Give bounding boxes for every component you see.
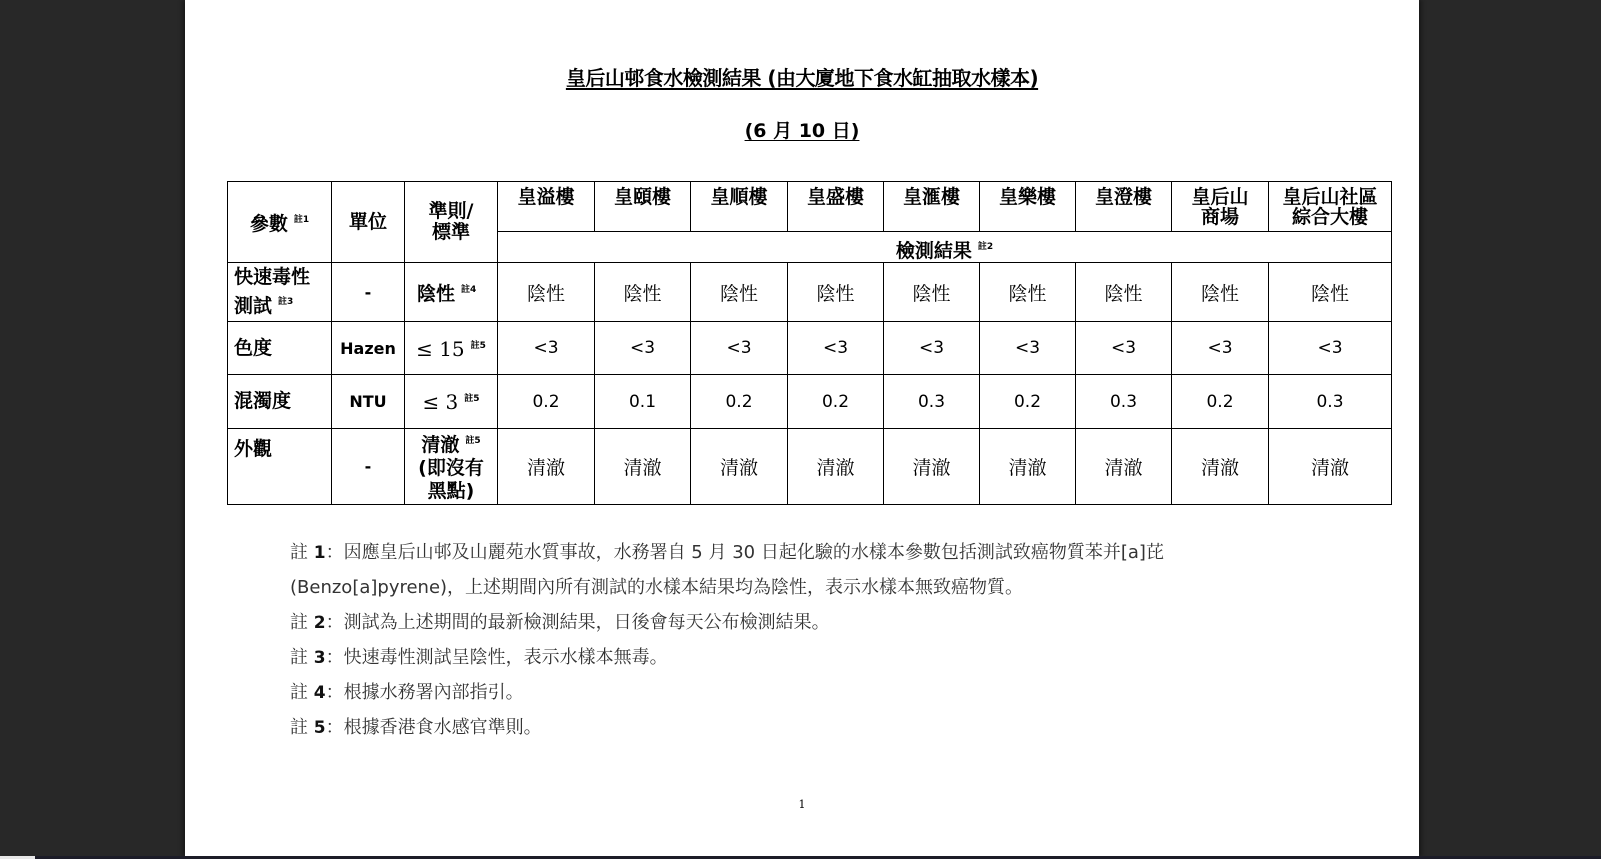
value-cell: 陰性: [884, 263, 980, 322]
footnote-1-continuation: (Benzo[a]pyrene)，上述期間內所有測試的水樣本結果均為陰性，表示水樣本無致癌物質。: [290, 577, 1024, 598]
header-test-results: 檢測結果 $^{註2}$: [498, 232, 1392, 263]
value-cell: <3: [1172, 322, 1269, 375]
page-number: 1: [798, 798, 806, 811]
value-cell: <3: [1269, 322, 1392, 375]
footnotes: [290, 535, 1310, 745]
table-row: [228, 322, 1392, 375]
footnote-2: 註 2：測試為上述期間的最新檢測結果，日後會每天公布檢測結果。: [290, 612, 830, 633]
value-cell: 清澈: [980, 429, 1076, 505]
parameter-cell: 外觀: [228, 429, 332, 505]
parameter-cell: 混濁度: [228, 375, 332, 429]
value-cell: <3: [595, 322, 691, 375]
footnote-1: 註 1：因應皇后山邨及山麗苑水質事故，水務署自 5 月 30 日起化驗的水樣本參數包括測試致癌物質苯并[a]芘: [290, 542, 1164, 563]
value-cell: 0.2: [691, 375, 788, 429]
standard-cell: ≤ 15 $^{註5}$: [405, 322, 498, 375]
value-cell: 0.3: [884, 375, 980, 429]
note-ref: 註2: [977, 241, 994, 252]
value-cell: 0.3: [1269, 375, 1392, 429]
value-cell: 0.2: [498, 375, 595, 429]
header-building: 皇樂樓: [980, 182, 1076, 232]
value-cell: <3: [884, 322, 980, 375]
value-cell: 0.2: [788, 375, 884, 429]
standard-cell: ≤ 3 $^{註5}$: [405, 375, 498, 429]
value-cell: 清澈: [1076, 429, 1172, 505]
water-test-results-table: [227, 181, 1392, 505]
value-cell: 清澈: [788, 429, 884, 505]
header-building: 皇頤樓: [595, 182, 691, 232]
value-cell: 陰性: [691, 263, 788, 322]
value-cell: 清澈: [691, 429, 788, 505]
value-cell: 陰性: [1269, 263, 1392, 322]
note-ref: 註1: [293, 214, 310, 225]
standard-cell: 清澈 $^{註5}$ (即沒有 黑點): [405, 429, 498, 505]
header-standard: 準則/ 標準: [405, 182, 498, 263]
value-cell: <3: [498, 322, 595, 375]
header-building: 皇滙樓: [884, 182, 980, 232]
footnote-3: 註 3：快速毒性測試呈陰性，表示水樣本無毒。: [290, 647, 668, 668]
value-cell: <3: [788, 322, 884, 375]
header-building: 皇后山社區 綜合大樓: [1269, 182, 1392, 232]
value-cell: <3: [691, 322, 788, 375]
value-cell: 0.3: [1076, 375, 1172, 429]
document-page: [185, 0, 1419, 856]
standard-cell: 陰性 $^{註4}$: [405, 263, 498, 322]
value-cell: 清澈: [1269, 429, 1392, 505]
value-cell: 陰性: [788, 263, 884, 322]
header-building: 皇后山 商場: [1172, 182, 1269, 232]
value-cell: 陰性: [980, 263, 1076, 322]
value-cell: 陰性: [595, 263, 691, 322]
parameter-cell: 快速毒性 測試 $^{註3}$: [228, 263, 332, 322]
header-building: 皇溢樓: [498, 182, 595, 232]
header-building: 皇澄樓: [1076, 182, 1172, 232]
value-cell: 陰性: [498, 263, 595, 322]
value-cell: 清澈: [1172, 429, 1269, 505]
value-cell: 清澈: [498, 429, 595, 505]
document-date: (6 月 10 日): [744, 120, 860, 142]
header-unit: 單位: [332, 182, 405, 263]
footnote-5: 註 5：根據香港食水感官準則。: [290, 717, 542, 738]
unit-cell: -: [332, 263, 405, 322]
unit-cell: Hazen: [332, 322, 405, 375]
value-cell: <3: [980, 322, 1076, 375]
unit-cell: NTU: [332, 375, 405, 429]
header-row-buildings: [228, 182, 1392, 232]
header-building: 皇順樓: [691, 182, 788, 232]
header-building: 皇盛樓: [788, 182, 884, 232]
value-cell: 0.1: [595, 375, 691, 429]
value-cell: 清澈: [884, 429, 980, 505]
table-row: [228, 263, 1392, 322]
table-row: [228, 375, 1392, 429]
parameter-cell: 色度: [228, 322, 332, 375]
value-cell: 0.2: [980, 375, 1076, 429]
value-cell: <3: [1076, 322, 1172, 375]
footnote-4: 註 4：根據水務署內部指引。: [290, 682, 524, 703]
unit-cell: -: [332, 429, 405, 505]
document-title: 皇后山邨食水檢測結果 (由大廈地下食水缸抽取水樣本): [565, 66, 1039, 90]
header-parameter: 參數 $^{註1}$: [228, 182, 332, 263]
value-cell: 清澈: [595, 429, 691, 505]
table-row: [228, 429, 1392, 505]
value-cell: 0.2: [1172, 375, 1269, 429]
value-cell: 陰性: [1076, 263, 1172, 322]
value-cell: 陰性: [1172, 263, 1269, 322]
